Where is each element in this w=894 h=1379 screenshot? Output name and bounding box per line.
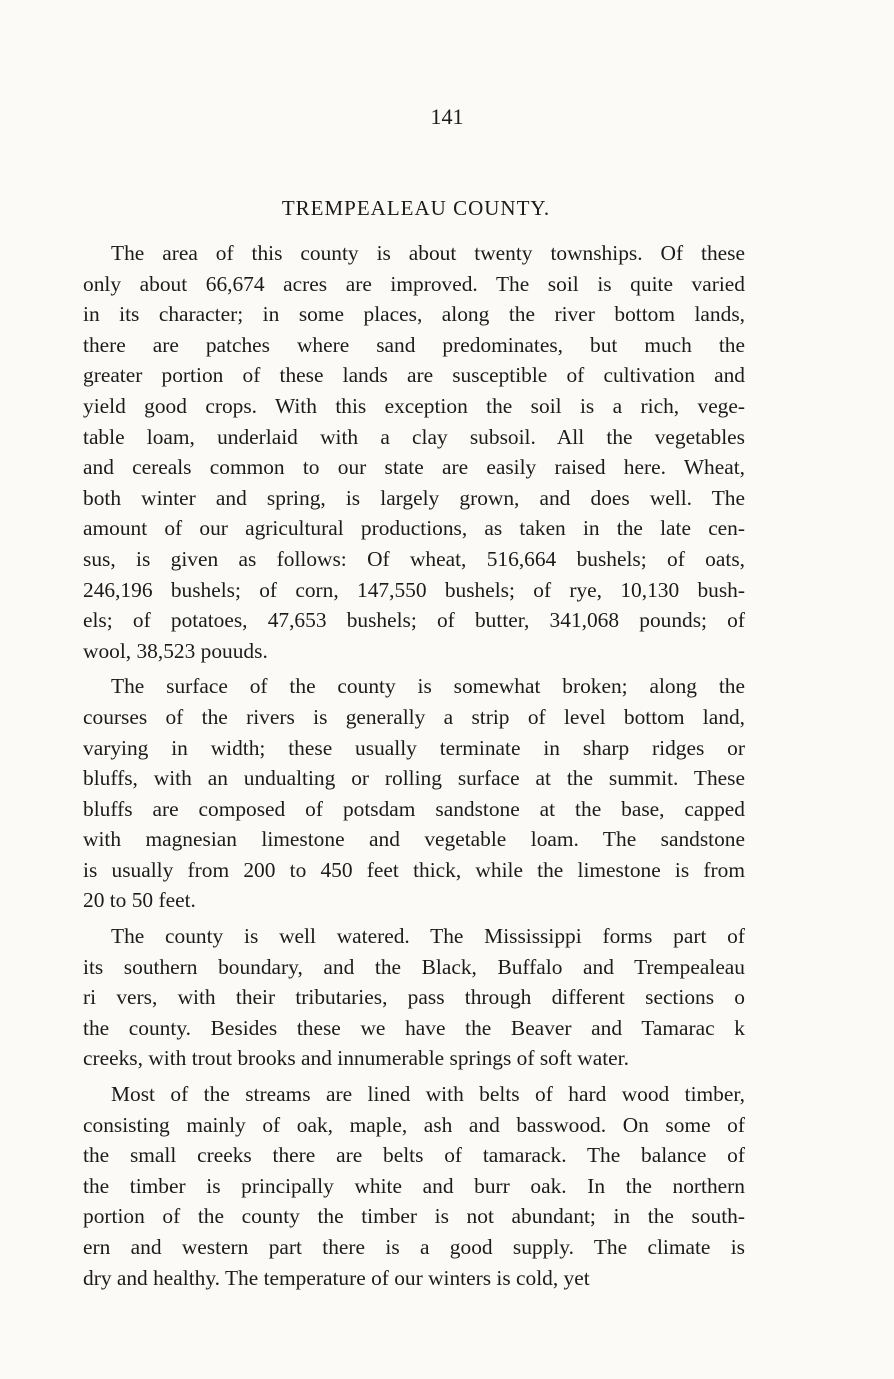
paragraph [83, 671, 745, 916]
text-line: the county. Besides these we have the Beaver and Tamarac k [83, 1015, 745, 1040]
body-text [83, 238, 745, 1298]
text-line: Most of the streams are lined with belts of hard wood timber, [111, 1082, 745, 1107]
text-line: yield good crops. With this exception the soil is a rich, vege- [83, 393, 745, 418]
text-line: table loam, underlaid with a clay subsoil. All the vegetables [83, 424, 745, 449]
text-line: bluffs, with an undualting or rolling surface at the summit. These [83, 766, 745, 791]
text-line: courses of the rivers is generally a strip of level bottom land, [83, 704, 745, 729]
text-line: with magnesian limestone and vegetable loam. The sandstone [83, 827, 745, 852]
text-line: The surface of the county is somewhat broken; along the [111, 674, 745, 699]
text-line: is usually from 200 to 450 feet thick, while the limestone is from [83, 857, 745, 882]
text-line: amount of our agricultural productions, as taken in the late cen- [83, 516, 745, 541]
text-line: bluffs are composed of potsdam sandstone at the base, capped [83, 796, 745, 821]
text-line: only about 66,674 acres are improved. The soil is quite varied [83, 271, 745, 296]
text-line: the timber is principally white and burr oak. In the northern [83, 1173, 745, 1198]
paragraph [83, 238, 745, 666]
paragraph [83, 921, 745, 1074]
text-line: ern and western part there is a good supply. The climate is [83, 1235, 745, 1259]
text-line: creeks, with trout brooks and innumerable springs of soft water. [83, 1046, 629, 1071]
text-line: 20 to 50 feet. [83, 888, 196, 913]
text-line: The county is well watered. The Mississippi forms part of [111, 924, 745, 949]
paragraph [83, 1079, 745, 1293]
text-line: dry and healthy. The temperature of our winters is cold, yet [83, 1265, 590, 1290]
text-line: and cereals common to our state are easily raised here. Wheat, [83, 455, 745, 480]
text-line: there are patches where sand predominates, but much the [83, 332, 745, 357]
text-line: portion of the county the timber is not abundant; in the south- [83, 1204, 745, 1229]
text-line: the small creeks there are belts of tamarack. The balance of [83, 1143, 745, 1168]
text-line: sus, is given as follows: Of wheat, 516,664 bushels; of oats, [83, 546, 745, 571]
text-line: varying in width; these usually terminate in sharp ridges or [83, 735, 745, 760]
text-line: greater portion of these lands are susceptible of cultivation and [83, 363, 745, 388]
page-title: TREMPEALEAU COUNTY. [281, 196, 551, 220]
text-line: both winter and spring, is largely grown, and does well. The [83, 485, 745, 510]
text-line: its southern boundary, and the Black, Buffalo and Trempealeau [83, 954, 745, 979]
text-line: The area of this county is about twenty townships. Of these [111, 241, 745, 265]
page-number: 141 [430, 104, 464, 129]
text-line: in its character; in some places, along the river bottom lands, [83, 302, 745, 327]
text-line: ri vers, with their tributaries, pass through different sections o [83, 985, 745, 1010]
text-line: wool, 38,523 pouuds. [83, 638, 268, 663]
text-line: els; of potatoes, 47,653 bushels; of butter, 341,068 pounds; of [83, 608, 745, 633]
text-line: consisting mainly of oak, maple, ash and basswood. On some of [83, 1112, 745, 1137]
text-line: 246,196 bushels; of corn, 147,550 bushels; of rye, 10,130 bush- [83, 577, 745, 602]
